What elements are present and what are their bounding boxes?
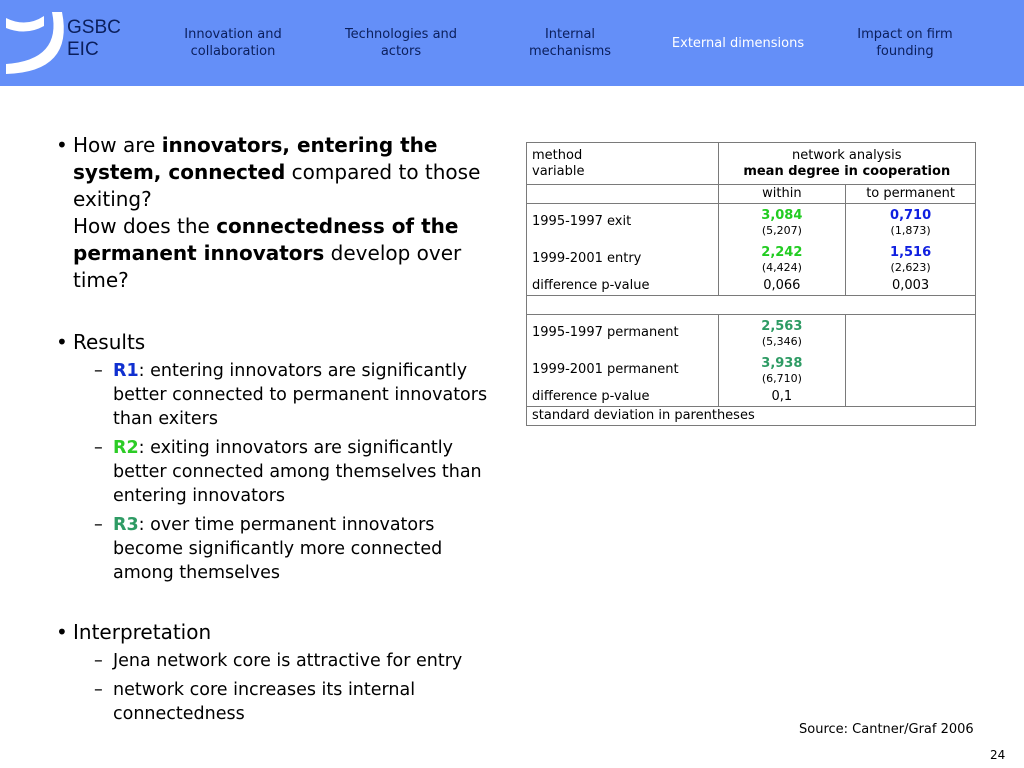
table-row <box>527 204 976 241</box>
results-table <box>526 142 976 426</box>
within-value: 2,242 <box>761 244 803 260</box>
r1-label: R1 <box>113 361 139 381</box>
empty-cell <box>527 185 719 204</box>
nav-external-dimensions[interactable] <box>658 0 818 86</box>
col-permanent-header: to permanent <box>846 185 976 204</box>
table-spacer-row <box>527 296 976 315</box>
interpretation-2 <box>56 678 496 726</box>
table-footer: standard deviation in parentheses <box>527 407 976 426</box>
bullet-list <box>56 132 496 726</box>
dash: – <box>94 438 103 458</box>
within-value: 3,084 <box>761 207 803 223</box>
table-row <box>527 315 976 352</box>
question-1-bold: innovators, entering the system, connected <box>73 133 438 184</box>
r2-text: : exiting innovators are significantly better connected among themselves than entering innovators <box>113 438 482 506</box>
permanent-sd: (1,873) <box>890 223 931 237</box>
within-cell <box>718 204 846 241</box>
within-sd: (5,207) <box>761 223 802 237</box>
interpretation-1 <box>56 649 496 673</box>
within-sd: (4,424) <box>761 260 802 274</box>
nav-label: Impact on firm founding <box>857 27 953 59</box>
table-header-row <box>527 143 976 185</box>
row-label: 1995-1997 permanent <box>527 315 719 352</box>
nav-label: Technologies and actors <box>344 27 458 59</box>
results-heading: Results <box>73 330 146 354</box>
table-footer-row <box>527 407 976 426</box>
permanent-sd: (2,623) <box>890 260 931 274</box>
logo-text <box>67 17 121 61</box>
diff-label: difference p-value <box>527 278 719 296</box>
permanent-value: 1,516 <box>890 244 932 260</box>
table-row <box>527 278 976 296</box>
r1-text: : entering innovators are significantly better connected to permanent innovators than exiters <box>113 361 488 429</box>
within-value: 2,563 <box>761 318 803 334</box>
question-2-post: develop over time? <box>73 241 462 292</box>
interpretation-1-text: Jena network core is attractive for entry <box>113 651 463 671</box>
permanent-cell <box>846 241 976 278</box>
bullet-interpretation <box>56 619 496 646</box>
nav-innovation-and-collaboration[interactable] <box>170 0 296 86</box>
dash: – <box>94 361 103 381</box>
result-r1 <box>56 359 496 431</box>
method-value: network analysis <box>791 147 902 163</box>
within-value: 3,938 <box>761 355 803 371</box>
permanent-cell <box>846 204 976 241</box>
question-1-pre: How are <box>73 133 162 157</box>
interpretation-heading: Interpretation <box>73 620 212 644</box>
row-label: 1999-2001 permanent <box>527 352 719 389</box>
within-sd: (5,346) <box>761 334 802 348</box>
within-sd: (6,710) <box>761 371 802 385</box>
source-note: Source: Cantner/Graf 2006 <box>799 722 974 737</box>
interpretation-2-text: network core increases its internal connectedness <box>113 680 416 724</box>
dash: – <box>94 651 103 671</box>
within-cell <box>718 315 846 352</box>
diff-permanent: 0,003 <box>846 278 976 296</box>
bullet-questions <box>56 132 496 294</box>
question-2-bold: connectedness of the permanent innovators <box>73 214 459 265</box>
diff-within: 0,066 <box>718 278 846 296</box>
r2-label: R2 <box>113 438 139 458</box>
row-label: 1999-2001 entry <box>527 241 719 278</box>
nav-label: Innovation and collaboration <box>184 27 282 59</box>
within-cell <box>718 352 846 389</box>
result-r3 <box>56 513 496 585</box>
diff-label: difference p-value <box>527 389 719 407</box>
dash: – <box>94 515 103 535</box>
table-row <box>527 241 976 278</box>
question-2-pre: How does the <box>73 214 217 238</box>
variable-label: variable <box>532 163 585 179</box>
bullet-results <box>56 329 496 356</box>
header-labels-cell <box>527 143 719 185</box>
logo-line-2: EIC <box>67 39 99 60</box>
page-number: 24 <box>990 748 1006 762</box>
table-subheader-row <box>527 185 976 204</box>
result-r2 <box>56 436 496 508</box>
variable-value: mean degree in cooperation <box>743 163 951 179</box>
diff-within: 0,1 <box>718 389 846 407</box>
nav-technologies-and-actors[interactable] <box>330 0 472 86</box>
col-within-header: within <box>718 185 846 204</box>
dash: – <box>94 680 103 700</box>
logo-line-1: GSBC <box>67 17 121 38</box>
header-bar <box>0 0 1024 86</box>
nav-internal-mechanisms[interactable] <box>518 0 622 86</box>
row-label: 1995-1997 exit <box>527 204 719 241</box>
bullet-dot: • <box>56 133 68 157</box>
empty-permanent-cell <box>846 315 976 407</box>
permanent-value: 0,710 <box>890 207 932 223</box>
nav-label: External dimensions <box>671 35 805 51</box>
nav-impact-on-firm-founding[interactable] <box>845 0 965 86</box>
within-cell <box>718 241 846 278</box>
method-label: method <box>532 147 583 163</box>
spacer-cell <box>527 296 976 315</box>
r3-text: : over time permanent innovators become significantly more connected among themselves <box>113 515 443 583</box>
header-values-cell <box>718 143 975 185</box>
question-1-post: compared to those exiting? <box>73 160 481 211</box>
nav-label: Internal mechanisms <box>528 27 612 59</box>
bullet-dot: • <box>56 620 68 644</box>
bullet-dot: • <box>56 330 68 354</box>
r3-label: R3 <box>113 515 139 535</box>
